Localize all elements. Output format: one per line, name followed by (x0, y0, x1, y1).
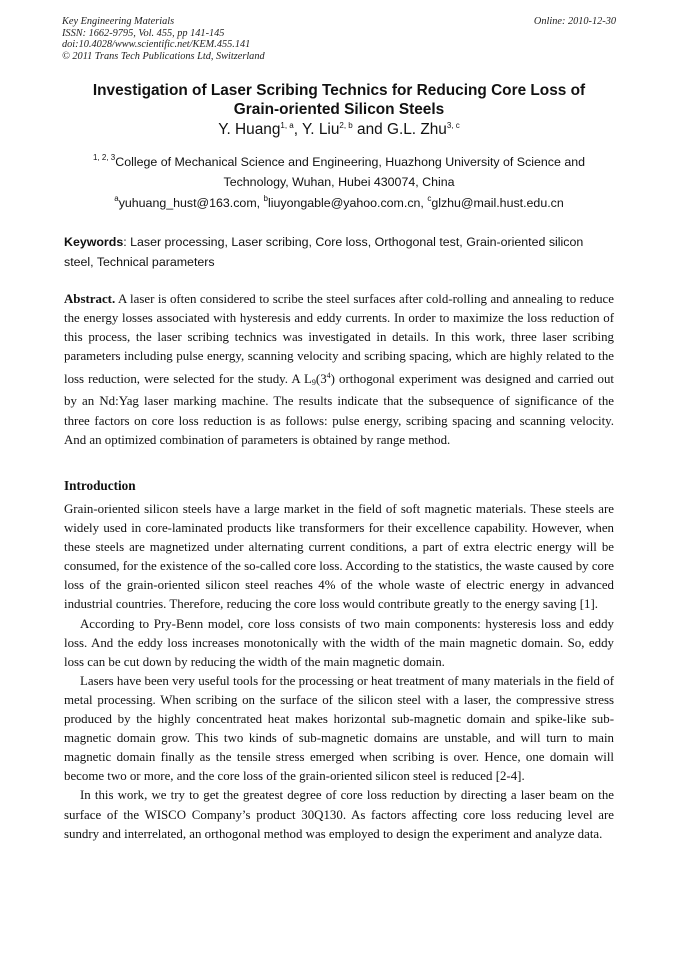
author-affil-sup: 3, c (446, 121, 460, 130)
author-name: G.L. Zhu (386, 121, 447, 138)
email-sup: c (427, 194, 432, 203)
copyright-line: © 2011 Trans Tech Publications Ltd, Switzerland (62, 50, 265, 62)
journal-header (62, 16, 265, 62)
intro-paragraph: According to Pry-Benn model, core loss consists of two main components: hysteresis loss and eddy loss. And the eddy loss increases monotonically with the width of the main magnetic domain. So, eddy loss can be cut down by reducing the width of the main magnetic domain. (64, 616, 614, 669)
author-affil-sup: 2, b (339, 121, 353, 130)
introduction-heading: Introduction (64, 478, 136, 493)
keywords-section (64, 233, 614, 272)
keywords-label: Keywords (64, 235, 124, 249)
paper-title (40, 81, 638, 119)
email-separator: , (420, 196, 428, 210)
author-list (40, 121, 638, 139)
email-address[interactable]: liuyongable@yahoo.com.cn (268, 196, 421, 210)
abstract-text-1: A laser is often considered to scribe the steel surfaces after cold-rolling and annealing to reduce the energy losses associated with hysteresis and eddy currents. In order to maximize the loss reduction of this process, the laser scribing technics was investigated in details. In this work, three laser scribing parameters including pulse energy, scanning velocity and scribing spacing, which are highly related to the loss reduction, were selected for the study. A L (64, 292, 614, 387)
email-sup: b (263, 194, 268, 203)
abstract-subscript: 9 (311, 378, 316, 388)
abstract-text-2: ) orthogonal experiment was designed and carried out by an Nd:Yag laser marking machine. The results indicate that the subsequence of significance of the three factors on core loss reduction is as follows: pulse energy, scribing spacing and scanning velocity. And an optimized combination of parameters is obtained by range method. (64, 372, 614, 447)
affiliation-line-1: College of Mechanical Science and Engineering, Huazhong University of Science and (115, 155, 585, 169)
abstract-superscript: 4 (326, 371, 331, 381)
affiliation-sup: 1, 2, 3 (93, 153, 116, 162)
introduction-section (64, 500, 614, 844)
author-name: Y. Huang (218, 121, 281, 138)
issn-line: ISSN: 1662-9795, Vol. 455, pp 141-145 (62, 27, 225, 39)
doi-line: doi:10.4028/www.scientific.net/KEM.455.141 (62, 39, 251, 51)
author-name: Y. Liu (302, 121, 340, 138)
author-separator: , (293, 121, 303, 138)
online-date: Online: 2010-12-30 (533, 16, 616, 27)
email-separator: , (256, 196, 264, 210)
abstract-label: Abstract. (64, 292, 116, 306)
email-sup: a (114, 194, 119, 203)
affiliation-line-2: Technology, Wuhan, Hubei 430074, China (223, 175, 455, 189)
email-address[interactable]: yuhuang_hust@163.com (118, 196, 257, 210)
keywords-text: : Laser processing, Laser scribing, Core loss, Orthogonal test, Grain-oriented silicon steel, Technical parameters (64, 235, 584, 269)
abstract-section (64, 290, 614, 450)
intro-paragraph: Lasers have been very useful tools for the processing or heat treatment of many materials in the field of metal processing. When scribing on the surface of the silicon steel with a laser, the compressive stress produced by the highly concentrated heat makes horizontal sub-magnetic domain and spike-like sub-magnetic domain grow. This two kinds of sub-magnetic domains are unstable, and will turn to main magnetic domain finally as the tensile stress emerged when scribing is over. Hence, one domain will become two or more, and the core loss of the grain-oriented silicon steel is reduced [2-4]. (64, 673, 614, 784)
email-list (40, 194, 638, 210)
journal-name: Key Engineering Materials (62, 16, 175, 27)
affiliation (60, 148, 618, 192)
email-address[interactable]: glzhu@mail.hust.edu.cn (431, 196, 564, 210)
abstract-text-mid: (3 (315, 372, 327, 387)
intro-paragraph: In this work, we try to get the greatest degree of core loss reduction by directing a laser beam on the surface of the WISCO Company’s product 30Q130. As factors affecting core loss reducing level are sundry and interrelated, an orthogonal method was employed to design the experiment and analyze data. (64, 788, 614, 841)
intro-paragraph: Grain-oriented silicon steels have a large market in the field of soft magnetic materials. These steels are widely used in core-laminated products like transformers for their excellence capability. However, when these steels are magnetized under alternating current conditions, a part of extra electric energy will be consumed, for the existence of the so-called core loss. According to the statistics, the waste caused by core loss of the grain-oriented silicon steel reaches 4% of the whole waste of electric energy in advanced industrial countries. Therefore, reducing the core loss would contribute greatly to the energy saving [1]. (64, 502, 614, 612)
title-line-1: Investigation of Laser Scribing Technics for Reducing Core Loss of (92, 82, 586, 99)
author-affil-sup: 1, a (280, 121, 294, 130)
title-line-2: Grain-oriented Silicon Steels (233, 101, 445, 118)
author-separator: and (357, 121, 387, 138)
